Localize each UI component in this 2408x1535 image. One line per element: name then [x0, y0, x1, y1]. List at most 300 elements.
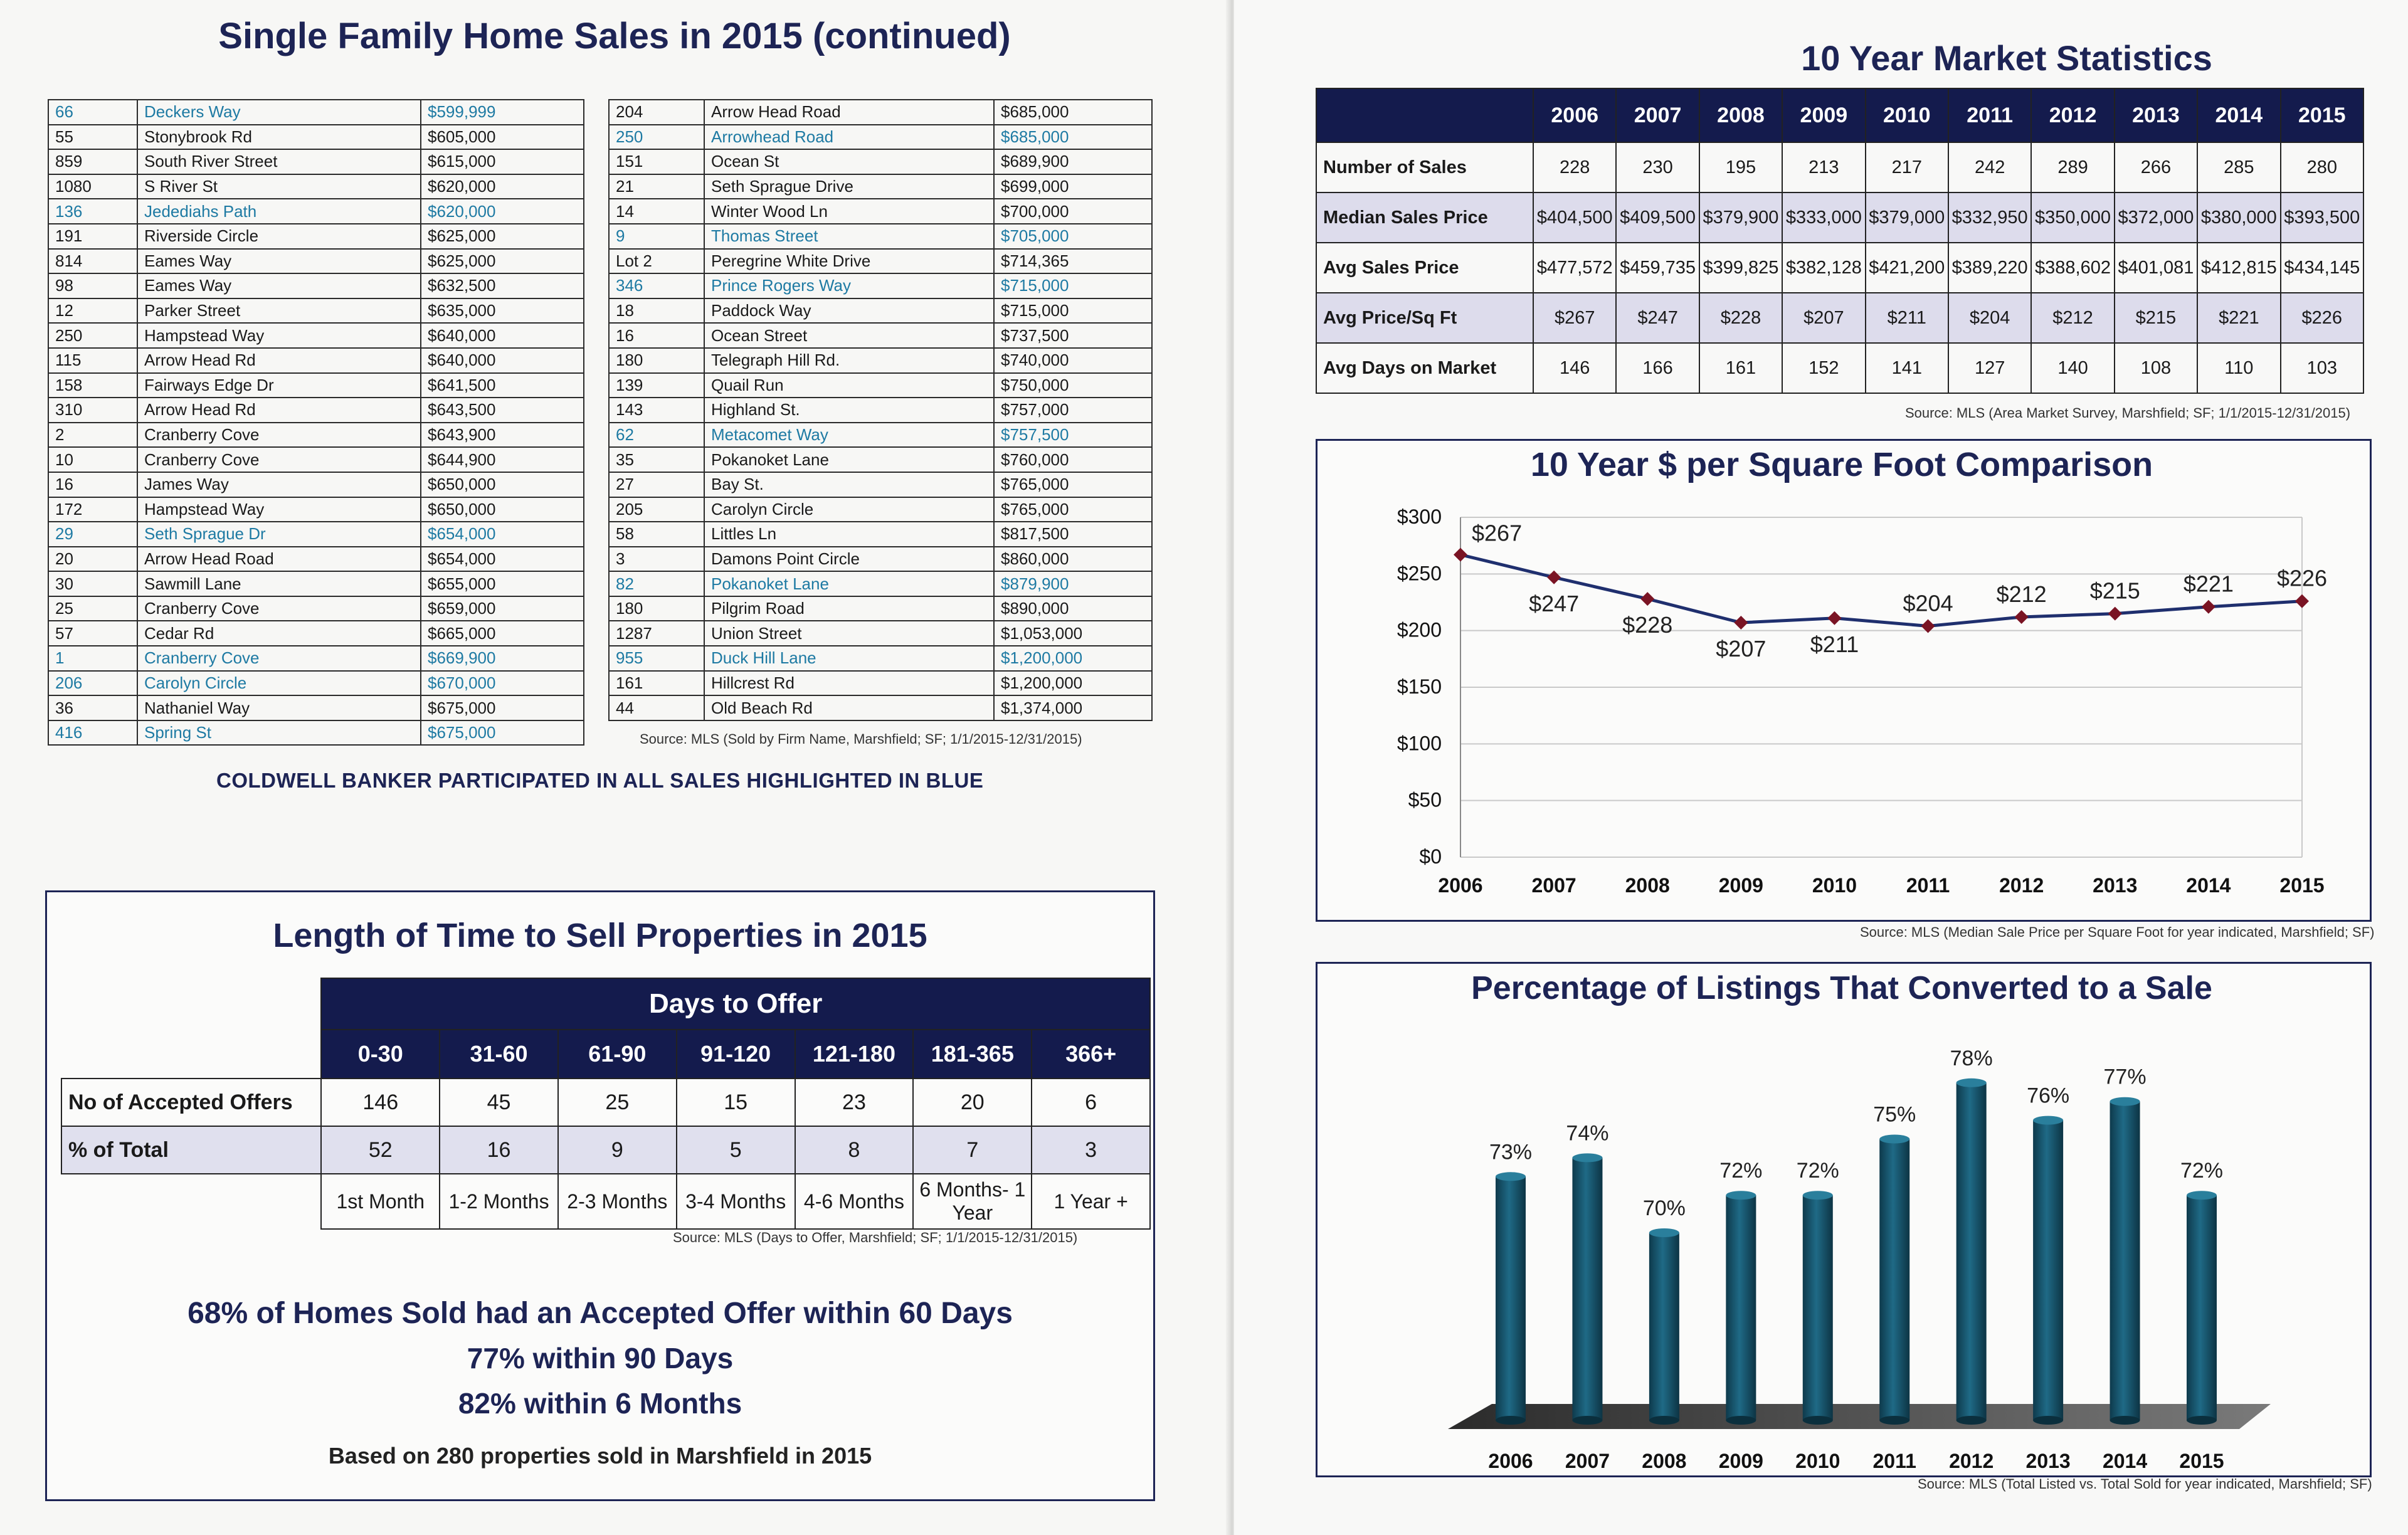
- sale-price: $605,000: [421, 125, 584, 150]
- year-header: 2013: [2115, 88, 2197, 142]
- accepted-offers-value: 23: [795, 1079, 914, 1126]
- street-name: James Way: [137, 472, 421, 497]
- conversion-bar-cap: [1956, 1079, 1987, 1087]
- stat-label: Avg Days on Market: [1316, 343, 1533, 393]
- sale-row: [48, 695, 584, 720]
- sale-row: [609, 596, 1152, 621]
- stat-value: $379,000: [1866, 193, 1948, 243]
- street-name: Cranberry Cove: [137, 596, 421, 621]
- conversion-data-label: 72%: [1719, 1159, 1763, 1183]
- stat-value: $207: [1782, 293, 1865, 343]
- street-name: Seth Sprague Dr: [137, 522, 421, 547]
- sale-row: [609, 522, 1152, 547]
- sale-row: [48, 720, 584, 746]
- street-name: Damons Point Circle: [704, 547, 994, 572]
- street-number: 57: [48, 621, 137, 646]
- sale-row: [48, 472, 584, 497]
- psf-data-label: $212: [1996, 581, 2047, 607]
- market-stats-title: 10 Year Market Statistics: [1801, 38, 2212, 78]
- street-number: 859: [48, 149, 137, 174]
- percent-total-value: 3: [1032, 1126, 1150, 1174]
- sale-price: $655,000: [421, 571, 584, 596]
- psf-point: [1734, 616, 1748, 630]
- conversion-bar-base: [2187, 1416, 2217, 1425]
- conversion-bar-cap: [1726, 1191, 1756, 1200]
- stat-row: [1316, 343, 2363, 393]
- street-name: Hampstead Way: [137, 323, 421, 348]
- sale-price: $625,000: [421, 249, 584, 274]
- sale-row: [48, 497, 584, 522]
- street-number: 14: [609, 199, 704, 224]
- conversion-bar-base: [1956, 1416, 1987, 1425]
- stat-row: [1316, 243, 2363, 293]
- sale-price: $860,000: [994, 547, 1152, 572]
- sale-price: $1,053,000: [994, 621, 1152, 646]
- psf-point: [1547, 571, 1561, 584]
- properties-sold-footnote: Based on 280 properties sold in Marshfield in 2015: [328, 1443, 872, 1469]
- conversion-bar: [2110, 1102, 2140, 1420]
- sale-row: [609, 149, 1152, 174]
- stat-value: 152: [1782, 343, 1865, 393]
- stat-value: $388,602: [2031, 243, 2114, 293]
- conversion-chart-title: Percentage of Listings That Converted to a Sale: [1471, 970, 2212, 1006]
- conversion-bar: [1956, 1083, 1987, 1420]
- psf-data-label: $211: [1810, 631, 1859, 657]
- conversion-bar-cap: [1879, 1135, 1909, 1144]
- street-number: 136: [48, 199, 137, 224]
- street-name: Sawmill Lane: [137, 571, 421, 596]
- accepted-offers-value: 45: [440, 1079, 558, 1126]
- street-name: Stonybrook Rd: [137, 125, 421, 150]
- sale-price: $689,900: [994, 149, 1152, 174]
- street-number: 115: [48, 348, 137, 373]
- sale-row: [48, 298, 584, 324]
- street-number: 158: [48, 373, 137, 398]
- street-number: 36: [48, 695, 137, 720]
- sale-row: [48, 224, 584, 249]
- street-number: 2: [48, 423, 137, 448]
- stat-row: [1316, 193, 2363, 243]
- x-tick-label: 2014: [2102, 1450, 2148, 1472]
- year-header: 2009: [1782, 88, 1865, 142]
- stat-value: $221: [2197, 293, 2280, 343]
- stat-label: Avg Sales Price: [1316, 243, 1533, 293]
- stat-value: 146: [1533, 343, 1616, 393]
- street-name: Parker Street: [137, 298, 421, 324]
- psf-chart-title: 10 Year $ per Square Foot Comparison: [1530, 446, 2153, 483]
- conversion-bar-base: [2110, 1416, 2140, 1425]
- stat-value: $204: [1948, 293, 2031, 343]
- stat-value: 195: [1699, 142, 1782, 193]
- sale-price: $685,000: [994, 100, 1152, 125]
- street-name: Spring St: [137, 720, 421, 746]
- street-number: 250: [609, 125, 704, 150]
- stat-value: $380,000: [2197, 193, 2280, 243]
- street-name: Winter Wood Ln: [704, 199, 994, 224]
- psf-series-line: [1460, 555, 2302, 626]
- street-number: 16: [48, 472, 137, 497]
- x-tick-label: 2010: [1812, 874, 1857, 897]
- sale-row: [48, 249, 584, 274]
- street-name: Arrow Head Road: [137, 547, 421, 572]
- conversion-data-label: 78%: [1950, 1046, 1993, 1070]
- stat-row: [1316, 293, 2363, 343]
- y-tick-label: $250: [1397, 562, 1442, 585]
- x-tick-label: 2009: [1718, 1450, 1763, 1472]
- y-tick-label: $200: [1397, 618, 1442, 641]
- year-header: 2015: [2281, 88, 2363, 142]
- stat-value: $333,000: [1782, 193, 1865, 243]
- street-name: Paddock Way: [704, 298, 994, 324]
- stat-value: $267: [1533, 293, 1616, 343]
- stat-60-days: 68% of Homes Sold had an Accepted Offer within 60 Days: [187, 1297, 1013, 1330]
- sale-price: $641,500: [421, 373, 584, 398]
- sale-row: [609, 398, 1152, 423]
- sale-row: [48, 199, 584, 224]
- percent-total-value: 8: [795, 1126, 914, 1174]
- accepted-offers-value: 15: [677, 1079, 795, 1126]
- psf-data-label: $215: [2089, 578, 2140, 604]
- street-name: Ocean Street: [704, 323, 994, 348]
- accepted-offers-value: 25: [558, 1079, 677, 1126]
- sale-price: $650,000: [421, 497, 584, 522]
- sale-row: [609, 547, 1152, 572]
- days-bin-header: 91-120: [677, 1030, 795, 1079]
- stat-value: 285: [2197, 142, 2280, 193]
- x-tick-label: 2012: [1999, 874, 2044, 897]
- months-label: 6 Months- 1 Year: [913, 1174, 1032, 1229]
- conversion-bar-cap: [1496, 1172, 1526, 1181]
- street-name: Eames Way: [137, 273, 421, 298]
- psf-chart-panel: [1316, 439, 2372, 922]
- sale-row: [609, 695, 1152, 720]
- y-tick-label: $150: [1397, 675, 1442, 698]
- stat-value: 228: [1533, 142, 1616, 193]
- psf-data-label: $204: [1903, 590, 1953, 616]
- street-number: 25: [48, 596, 137, 621]
- sale-row: [609, 571, 1152, 596]
- sale-price: $615,000: [421, 149, 584, 174]
- street-name: Telegraph Hill Rd.: [704, 348, 994, 373]
- street-number: 204: [609, 100, 704, 125]
- x-tick-label: 2014: [2186, 874, 2231, 897]
- accepted-offers-value: 6: [1032, 1079, 1150, 1126]
- sale-row: [609, 621, 1152, 646]
- street-name: Duck Hill Lane: [704, 646, 994, 671]
- sale-row: [609, 249, 1152, 274]
- accepted-offers-value: 146: [321, 1079, 440, 1126]
- sale-price: $1,200,000: [994, 671, 1152, 696]
- stat-value: $211: [1866, 293, 1948, 343]
- sale-price: $714,365: [994, 249, 1152, 274]
- days-bin-header: 61-90: [558, 1030, 677, 1079]
- stat-value: 230: [1616, 142, 1699, 193]
- street-number: 172: [48, 497, 137, 522]
- street-number: 206: [48, 671, 137, 696]
- stat-value: $421,200: [1866, 243, 1948, 293]
- conversion-bar: [1879, 1139, 1909, 1421]
- sale-row: [48, 348, 584, 373]
- street-number: 955: [609, 646, 704, 671]
- psf-point: [1454, 548, 1467, 562]
- psf-data-label: $247: [1529, 590, 1580, 616]
- percent-total-value: 16: [440, 1126, 558, 1174]
- stat-value: $226: [2281, 293, 2363, 343]
- stat-value: $401,081: [2115, 243, 2197, 293]
- street-number: 180: [609, 348, 704, 373]
- sale-row: [609, 423, 1152, 448]
- sales-table-left: [48, 99, 584, 746]
- psf-point: [2108, 607, 2122, 621]
- days-bin-header: 0-30: [321, 1030, 440, 1079]
- x-tick-label: 2007: [1531, 874, 1576, 897]
- sale-price: $670,000: [421, 671, 584, 696]
- street-number: 250: [48, 323, 137, 348]
- street-name: Arrow Head Rd: [137, 398, 421, 423]
- stat-value: $372,000: [2115, 193, 2197, 243]
- sale-row: [609, 125, 1152, 150]
- x-tick-label: 2010: [1795, 1450, 1840, 1472]
- months-label: 4-6 Months: [795, 1174, 914, 1229]
- street-number: 205: [609, 497, 704, 522]
- coldwell-banker-note: COLDWELL BANKER PARTICIPATED IN ALL SALES HIGHLIGHTED IN BLUE: [216, 769, 984, 792]
- street-number: 143: [609, 398, 704, 423]
- street-name: Prince Rogers Way: [704, 273, 994, 298]
- conversion-bar-base: [1726, 1416, 1756, 1425]
- sale-price: $817,500: [994, 522, 1152, 547]
- sale-price: $599,999: [421, 100, 584, 125]
- sale-row: [609, 671, 1152, 696]
- sale-row: [48, 547, 584, 572]
- street-number: 18: [609, 298, 704, 324]
- sale-price: $669,900: [421, 646, 584, 671]
- street-number: 9: [609, 224, 704, 249]
- sale-row: [609, 273, 1152, 298]
- stat-value: $393,500: [2281, 193, 2363, 243]
- street-name: Union Street: [704, 621, 994, 646]
- street-name: Nathaniel Way: [137, 695, 421, 720]
- street-name: Old Beach Rd: [704, 695, 994, 720]
- sale-price: $665,000: [421, 621, 584, 646]
- stat-value: 217: [1866, 142, 1948, 193]
- stat-value: 161: [1699, 343, 1782, 393]
- sale-row: [48, 398, 584, 423]
- stat-value: $409,500: [1616, 193, 1699, 243]
- conversion-chart: [1318, 964, 2366, 1472]
- street-number: 180: [609, 596, 704, 621]
- conversion-data-label: 75%: [1873, 1102, 1916, 1127]
- street-number: 21: [609, 174, 704, 199]
- stat-value: $412,815: [2197, 243, 2280, 293]
- street-name: Hampstead Way: [137, 497, 421, 522]
- stat-value: 166: [1616, 343, 1699, 393]
- conversion-data-label: 77%: [2103, 1065, 2147, 1089]
- sale-price: $659,000: [421, 596, 584, 621]
- sale-row: [48, 571, 584, 596]
- street-number: 27: [609, 472, 704, 497]
- street-number: 20: [48, 547, 137, 572]
- sale-price: $737,500: [994, 323, 1152, 348]
- stat-value: 110: [2197, 343, 2280, 393]
- street-number: 35: [609, 447, 704, 472]
- stat-value: 103: [2281, 343, 2363, 393]
- stat-value: $212: [2031, 293, 2114, 343]
- sale-row: [609, 323, 1152, 348]
- sale-row: [48, 174, 584, 199]
- sales-source: Source: MLS (Sold by Firm Name, Marshfield; SF; 1/1/2015-12/31/2015): [640, 731, 1082, 747]
- street-name: Cranberry Cove: [137, 423, 421, 448]
- conversion-data-label: 70%: [1642, 1196, 1686, 1220]
- sale-price: $640,000: [421, 323, 584, 348]
- x-tick-label: 2007: [1565, 1450, 1610, 1472]
- sale-row: [609, 199, 1152, 224]
- stat-value: $404,500: [1533, 193, 1616, 243]
- psf-data-label: $226: [2276, 565, 2328, 591]
- street-number: 161: [609, 671, 704, 696]
- street-number: 62: [609, 423, 704, 448]
- sale-price: $705,000: [994, 224, 1152, 249]
- market-corner: [1316, 88, 1533, 142]
- street-name: Deckers Way: [137, 100, 421, 125]
- street-name: Cranberry Cove: [137, 447, 421, 472]
- street-name: Hillcrest Rd: [704, 671, 994, 696]
- y-tick-label: $300: [1397, 505, 1442, 528]
- stat-value: $379,900: [1699, 193, 1782, 243]
- sale-price: $635,000: [421, 298, 584, 324]
- street-number: Lot 2: [609, 249, 704, 274]
- sale-price: $740,000: [994, 348, 1152, 373]
- stat-value: 289: [2031, 142, 2114, 193]
- conversion-data-label: 73%: [1489, 1140, 1533, 1164]
- sale-price: $715,000: [994, 273, 1152, 298]
- street-name: Arrowhead Road: [704, 125, 994, 150]
- conversion-bar: [1496, 1176, 1526, 1420]
- psf-point: [1827, 611, 1841, 625]
- street-name: Jedediahs Path: [137, 199, 421, 224]
- months-label: 3-4 Months: [677, 1174, 795, 1229]
- time-to-sell-panel: [45, 890, 1155, 1501]
- sale-price: $715,000: [994, 298, 1152, 324]
- stat-row: [1316, 142, 2363, 193]
- sale-price: $765,000: [994, 497, 1152, 522]
- sale-price: $760,000: [994, 447, 1152, 472]
- psf-data-label: $207: [1716, 636, 1766, 662]
- psf-data-label: $228: [1622, 612, 1673, 638]
- stat-value: 127: [1948, 343, 2031, 393]
- x-tick-label: 2008: [1642, 1450, 1687, 1472]
- sales-table-right: [608, 99, 1153, 721]
- street-name: Thomas Street: [704, 224, 994, 249]
- stat-label: Number of Sales: [1316, 142, 1533, 193]
- street-name: Carolyn Circle: [137, 671, 421, 696]
- sale-price: $750,000: [994, 373, 1152, 398]
- street-name: Pokanoket Lane: [704, 447, 994, 472]
- stat-value: 140: [2031, 343, 2114, 393]
- percent-total-value: 9: [558, 1126, 677, 1174]
- conversion-bar-base: [1572, 1416, 1602, 1425]
- street-name: Eames Way: [137, 249, 421, 274]
- x-tick-label: 2013: [2025, 1450, 2071, 1472]
- street-number: 1: [48, 646, 137, 671]
- sale-row: [48, 273, 584, 298]
- market-stats-table: [1316, 88, 2364, 394]
- street-name: Carolyn Circle: [704, 497, 994, 522]
- y-tick-label: $0: [1419, 845, 1442, 868]
- stat-value: 242: [1948, 142, 2031, 193]
- year-header: 2006: [1533, 88, 1616, 142]
- sales-title: Single Family Home Sales in 2015 (continued): [218, 16, 1011, 56]
- sale-row: [609, 472, 1152, 497]
- conversion-bar: [1803, 1195, 1833, 1420]
- stat-6-months: 82% within 6 Months: [458, 1387, 742, 1420]
- sale-price: $625,000: [421, 224, 584, 249]
- psf-data-label: $221: [2183, 571, 2234, 597]
- stat-value: $459,735: [1616, 243, 1699, 293]
- y-tick-label: $100: [1397, 732, 1442, 755]
- sale-row: [48, 621, 584, 646]
- street-number: 98: [48, 273, 137, 298]
- sale-row: [48, 522, 584, 547]
- street-number: 58: [609, 522, 704, 547]
- street-number: 139: [609, 373, 704, 398]
- corner-blank: [61, 1030, 321, 1079]
- street-name: Pokanoket Lane: [704, 571, 994, 596]
- x-tick-label: 2011: [1872, 1450, 1916, 1472]
- percent-total-value: 7: [913, 1126, 1032, 1174]
- sale-row: [48, 100, 584, 125]
- street-number: 3: [609, 547, 704, 572]
- y-tick-label: $50: [1408, 788, 1442, 811]
- days-bin-header: 366+: [1032, 1030, 1150, 1079]
- street-number: 66: [48, 100, 137, 125]
- x-tick-label: 2012: [1949, 1450, 1994, 1472]
- conversion-bar: [2033, 1121, 2063, 1420]
- stat-value: $215: [2115, 293, 2197, 343]
- sale-row: [609, 646, 1152, 671]
- street-number: 10: [48, 447, 137, 472]
- sale-row: [48, 149, 584, 174]
- street-number: 191: [48, 224, 137, 249]
- street-number: 30: [48, 571, 137, 596]
- x-tick-label: 2006: [1488, 1450, 1533, 1472]
- conversion-bar-cap: [2187, 1191, 2217, 1200]
- x-tick-label: 2011: [1906, 874, 1950, 897]
- psf-point: [2202, 600, 2215, 614]
- stat-value: $228: [1699, 293, 1782, 343]
- street-name: Ocean St: [704, 149, 994, 174]
- street-name: Metacomet Way: [704, 423, 994, 448]
- conversion-data-label: 76%: [2027, 1084, 2070, 1108]
- stat-90-days: 77% within 90 Days: [467, 1342, 734, 1374]
- street-number: 814: [48, 249, 137, 274]
- sale-row: [609, 224, 1152, 249]
- days-bin-header: 31-60: [440, 1030, 558, 1079]
- street-number: 12: [48, 298, 137, 324]
- year-header: 2012: [2031, 88, 2114, 142]
- conversion-data-label: 72%: [2180, 1159, 2224, 1183]
- months-label: 1-2 Months: [440, 1174, 558, 1229]
- year-header: 2014: [2197, 88, 2280, 142]
- sale-row: [609, 174, 1152, 199]
- months-label: 1 Year +: [1032, 1174, 1150, 1229]
- conversion-bar-base: [1496, 1416, 1526, 1425]
- x-tick-label: 2009: [1718, 874, 1763, 897]
- sale-row: [609, 298, 1152, 324]
- x-tick-label: 2013: [2093, 874, 2138, 897]
- corner-blank: [61, 1174, 321, 1229]
- stat-value: $247: [1616, 293, 1699, 343]
- conversion-bar-base: [1879, 1416, 1909, 1425]
